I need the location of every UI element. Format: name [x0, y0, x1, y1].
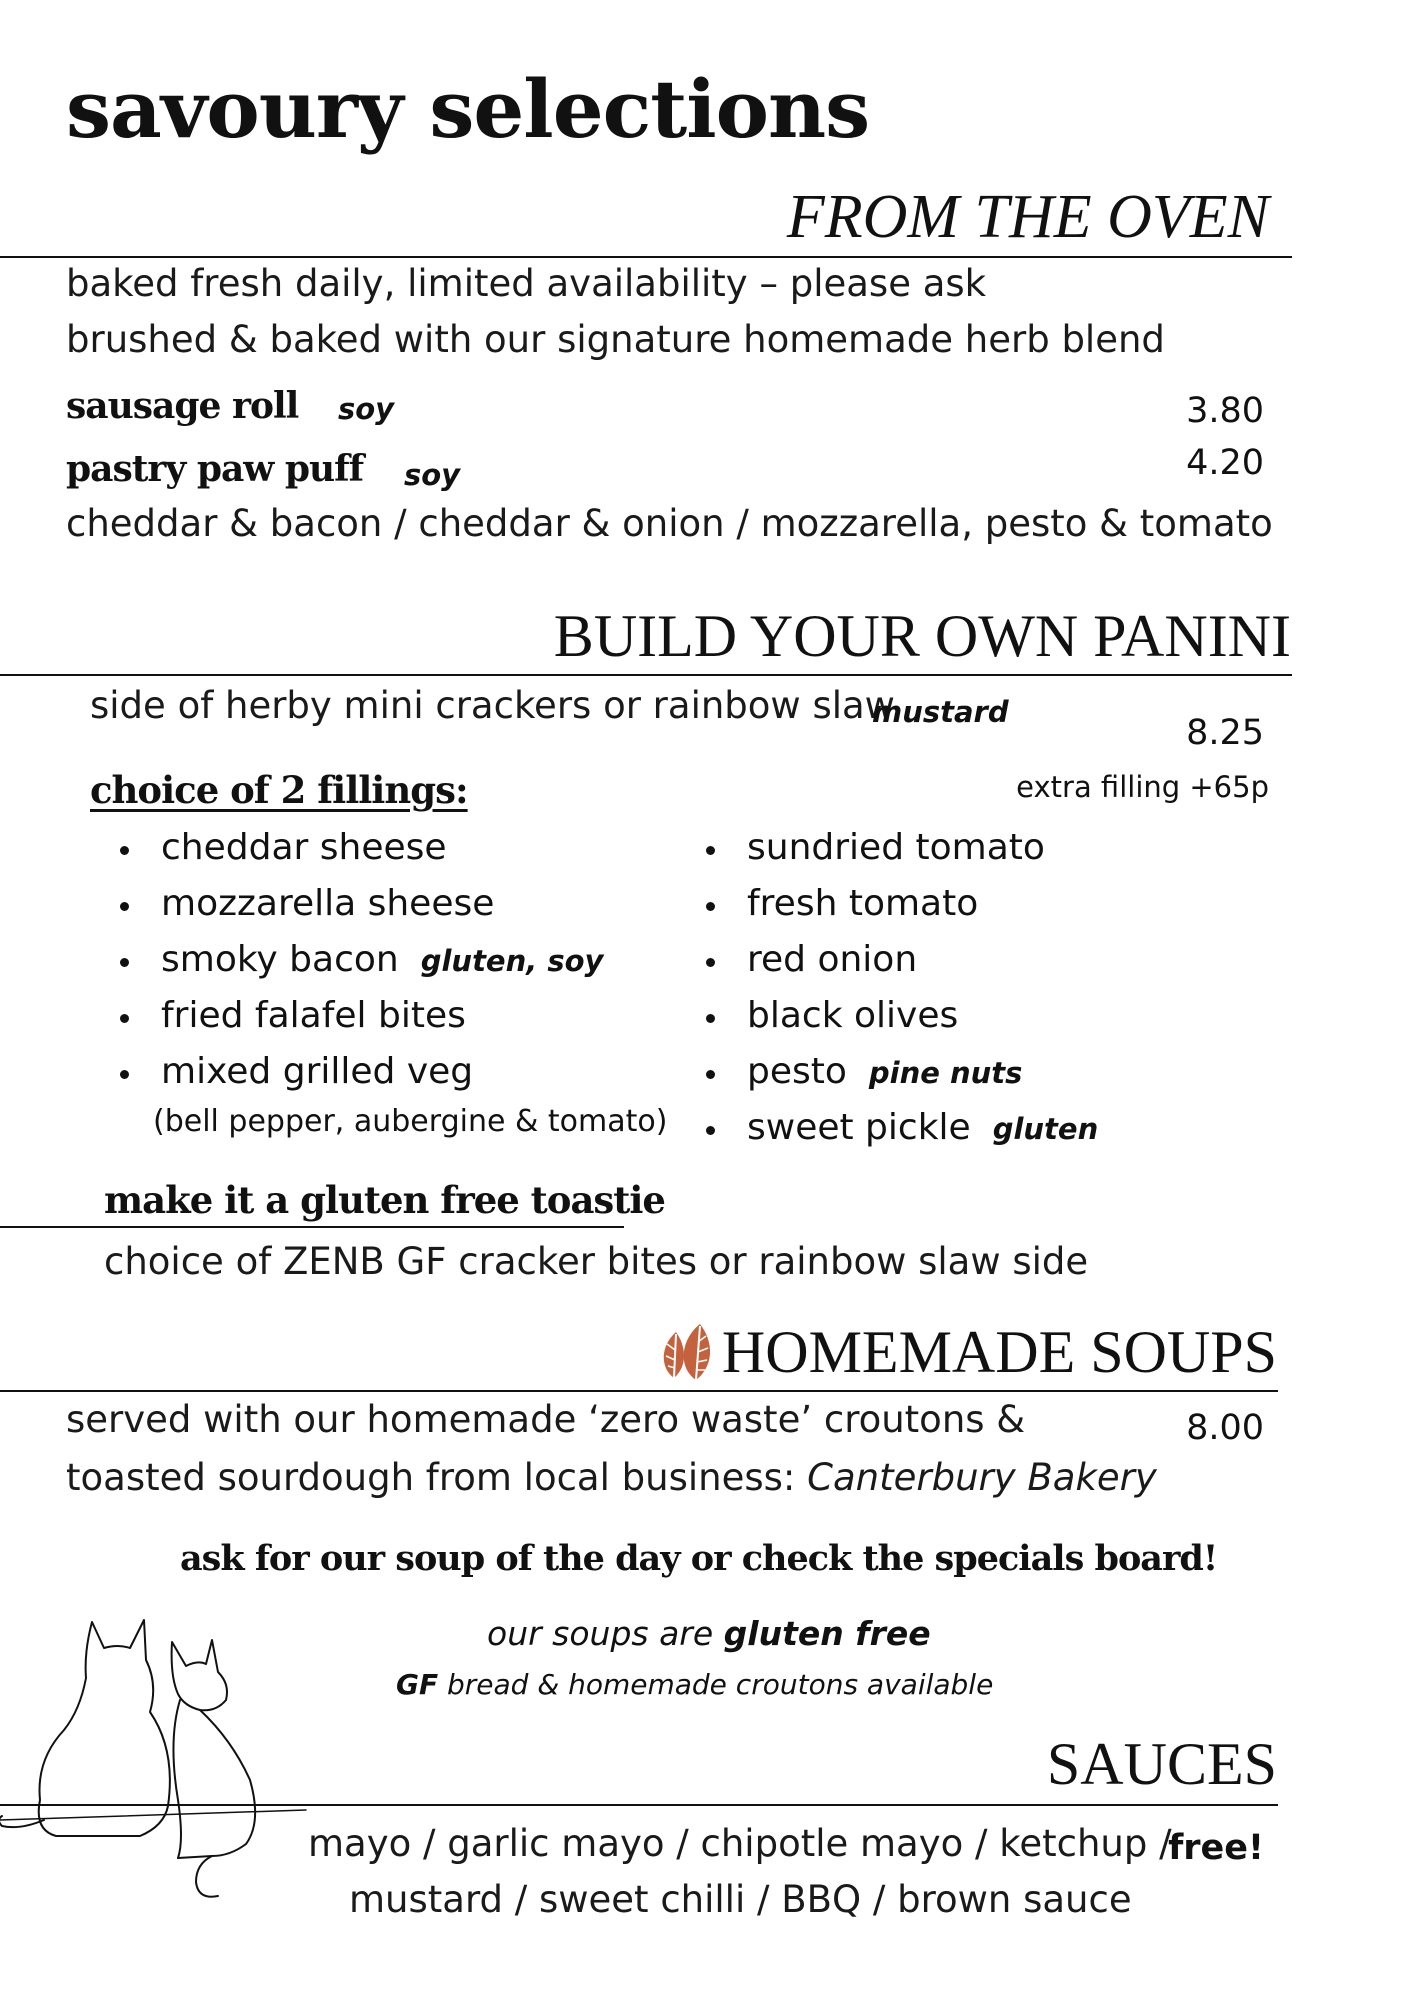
list-item: pesto pine nuts	[702, 1044, 1098, 1100]
allergen-tag: gluten	[992, 1112, 1099, 1146]
soups-description-1: served with our homemade ‘zero waste’ croutons &	[66, 1398, 1026, 1441]
menu-item-name: sausage roll	[66, 385, 299, 427]
list-item: fresh tomato	[702, 876, 1098, 932]
menu-item-name: pastry paw puff	[66, 448, 364, 490]
allergen-tag: mustard	[872, 695, 1009, 729]
leaf-icon	[656, 1320, 720, 1382]
list-item: black olives	[702, 988, 1098, 1044]
soups-price: 8.00	[1186, 1408, 1264, 1448]
fillings-label: choice of 2 fillings:	[90, 768, 468, 812]
sauces-price: free!	[1168, 1828, 1264, 1868]
list-item: mixed grilled veg	[116, 1044, 667, 1100]
gf-bread-note: GF bread & homemade croutons available	[396, 1668, 994, 1701]
list-item-note: (bell pepper, aubergine & tomato)	[153, 1104, 668, 1139]
list-item: smoky bacon gluten, soy	[116, 932, 667, 988]
sauces-line-1: mayo / garlic mayo / chipotle mayo / ketchup /	[308, 1822, 1172, 1865]
section-heading-soups: HOMEMADE SOUPS	[721, 1319, 1277, 1385]
menu-item-price: 4.20	[1186, 443, 1264, 483]
divider-panini	[0, 674, 1292, 676]
oven-description-1: baked fresh daily, limited availability – please ask	[66, 262, 987, 305]
menu-item-price: 3.80	[1186, 391, 1264, 431]
soup-of-the-day-callout: ask for our soup of the day or check the specials board!	[180, 1538, 1218, 1579]
cats-line-drawing-icon	[0, 1600, 310, 1900]
allergen-tag: gluten, soy	[420, 944, 604, 978]
section-heading-sauces: SAUCES	[1046, 1731, 1277, 1797]
list-item: cheddar sheese	[116, 820, 667, 876]
soups-gf-note: our soups are gluten free	[487, 1614, 931, 1653]
oven-flavours: cheddar & bacon / cheddar & onion / mozzarella, pesto & tomato	[66, 502, 1273, 545]
divider-soups	[0, 1390, 1278, 1392]
bakery-name: Canterbury Bakery	[807, 1456, 1157, 1499]
soups-description-2: toasted sourdough from local business: Canterbury Bakery	[66, 1456, 1157, 1499]
extra-filling-note: extra filling +65p	[1016, 770, 1269, 804]
section-heading-panini: BUILD YOUR OWN PANINI	[553, 603, 1291, 669]
sauces-line-2: mustard / sweet chilli / BBQ / brown sauce	[349, 1878, 1132, 1921]
list-item: mozzarella sheese	[116, 876, 667, 932]
list-item: sundried tomato	[702, 820, 1098, 876]
list-item: fried falafel bites	[116, 988, 667, 1044]
oven-description-2: brushed & baked with our signature homemade herb blend	[66, 318, 1165, 361]
panini-price: 8.25	[1186, 713, 1264, 753]
list-item: sweet pickle gluten	[702, 1100, 1098, 1156]
page-title: savoury selections	[66, 62, 870, 156]
divider-gf	[0, 1226, 624, 1228]
gf-toastie-heading: make it a gluten free toastie	[104, 1178, 665, 1222]
list-item: red onion	[702, 932, 1098, 988]
section-heading-oven: FROM THE OVEN	[786, 183, 1269, 251]
divider-oven	[0, 256, 1292, 258]
allergen-tag: pine nuts	[868, 1056, 1023, 1090]
panini-side: side of herby mini crackers or rainbow slaw	[90, 684, 895, 727]
divider-sauces	[0, 1804, 1278, 1806]
allergen-tag: soy	[338, 392, 395, 426]
gf-toastie-text: choice of ZENB GF cracker bites or rainbow slaw side	[104, 1240, 1089, 1283]
allergen-tag: soy	[404, 458, 461, 492]
fillings-list-right	[702, 820, 1098, 1156]
fillings-list-left	[116, 820, 667, 1144]
